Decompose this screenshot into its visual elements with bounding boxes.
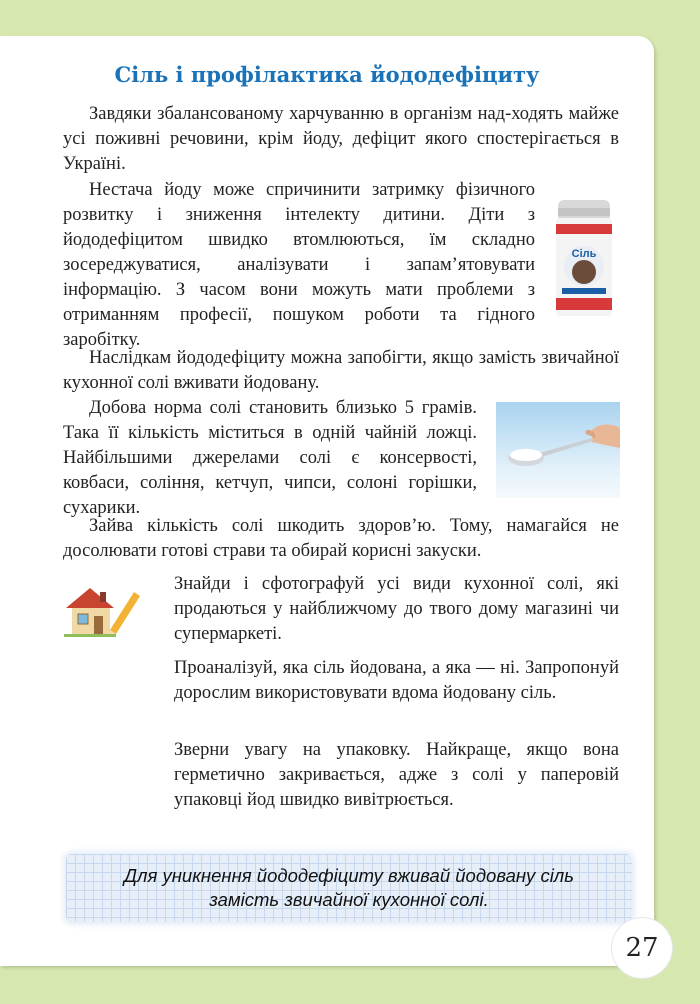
paragraph-intro: Завдяки збалансованому харчуванню в організм над-ходять майже усі поживні речовини, крім йоду, дефіцит якого спостерігається в Україні. xyxy=(63,104,619,174)
textbook-page xyxy=(0,36,654,966)
paragraph-daily-norm: Добова норма солі становить близько 5 грамів. Така її кількість міститься в одній чайній ложці. Найбільшими джерелами солі є консервості, ковбаси, соління, кетчуп, чипси, солоні горішки, сухарики. xyxy=(63,398,477,518)
callout-line-1: Для уникнення йододефіциту вживай йодовану сіль xyxy=(124,865,574,886)
conclusion-callout xyxy=(66,854,632,922)
callout-text xyxy=(66,864,632,912)
paragraph-excess-salt: Зайва кількість солі шкодить здоров’ю. Тому, намагайся не досолювати готові страви та обирай корисні закуски. xyxy=(63,516,619,561)
salt-jar-photo xyxy=(548,194,620,324)
paragraph-prevention: Наслідкам йододефіциту можна запобігти, якщо замість звичайної кухонної солі вживати йодовану. xyxy=(63,348,619,393)
salt-spoon-photo xyxy=(496,402,620,498)
page-title: Сіль і профілактика йододефіциту xyxy=(114,62,540,87)
task-find-salt: Знайди і сфотографуй усі види кухонної солі, які продаються у найближчому до твого дому магазині чи супермаркеті. xyxy=(174,574,619,644)
house-pencil-icon xyxy=(60,578,142,640)
page-number: 27 xyxy=(612,918,672,978)
task-analyze-salt: Проаналізуй, яка сіль йодована, а яка — ні. Запропонуй дорослим використовувати вдома йодовану сіль. xyxy=(174,658,619,703)
jar-label: Сіль xyxy=(571,248,597,260)
paragraph-iodine-deficiency: Нестача йоду може спричинити затримку фізичного розвитку і зниження інтелекту дитини. Діти з йододефіцитом швидко втомлюються, їм складно зосереджуватися, аналізувати і запам’ятовувати інформацію. З часом вони можуть мати проблеми з отриманням професії, пошуком роботи та гідного заробітку. xyxy=(63,180,535,350)
task-packaging: Зверни увагу на упаковку. Найкраще, якщо вона герметично закривається, адже з солі у паперовій упаковці йод швидко вивітрюється. xyxy=(174,740,619,810)
callout-line-2: замість звичайної кухонної солі. xyxy=(209,889,489,910)
